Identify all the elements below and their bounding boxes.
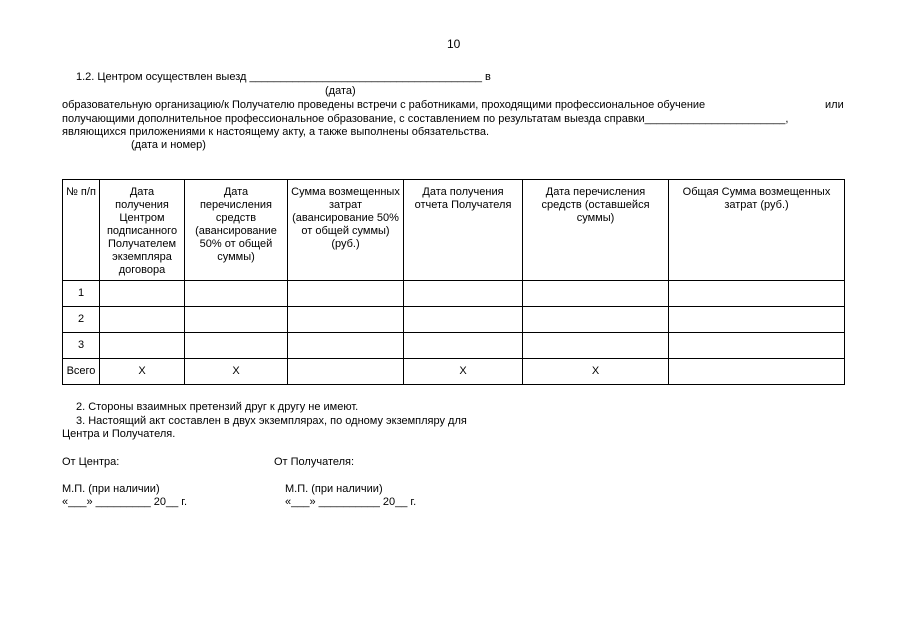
table-cell (100, 307, 185, 333)
table-cell (669, 307, 845, 333)
section-line-3: получающими дополнительное профессиональное образование, с составлением по результатам выезда справки_______________________, (62, 113, 789, 125)
table-row (63, 307, 845, 333)
header-total-sum: Общая Сумма возмещенных затрат (руб.) (669, 180, 845, 281)
table-cell: X (185, 359, 288, 385)
table-cell (669, 281, 845, 307)
table-row (63, 281, 845, 307)
date-number-hint: (дата и номер) (131, 139, 206, 151)
table-cell: 1 (63, 281, 100, 307)
clause-2: 2. Стороны взаимных претензий друг к другу не имеют. (76, 401, 359, 413)
payments-table (62, 179, 845, 385)
clause-3-line-2: Центра и Получателя. (62, 428, 176, 440)
table-cell: 2 (63, 307, 100, 333)
section-line-4: являющихся приложениями к настоящему акту, а также выполнены обязательства. (62, 126, 490, 138)
header-advance-date: Дата перечисления средств (авансирование 50% от общей суммы) (185, 180, 288, 281)
table-cell (404, 281, 523, 307)
section-line-2: образовательную организацию/к Получателю проведены встречи с работниками, проходящими профессиональное обучение (62, 99, 706, 111)
header-contract-date: Дата получения Центром подписанного Получателем экземпляра договора (100, 180, 185, 281)
header-advance-sum: Сумма возмещенных затрат (авансирование 50% от общей суммы) (руб.) (288, 180, 404, 281)
table-cell (404, 333, 523, 359)
table-cell (185, 307, 288, 333)
table-cell (288, 281, 404, 307)
table-cell: X (100, 359, 185, 385)
clause-3-line-1: 3. Настоящий акт составлен в двух экземплярах, по одному экземпляру для (76, 415, 467, 427)
table-row (63, 333, 845, 359)
recipient-seal: М.П. (при наличии) (285, 483, 383, 495)
table-cell (288, 333, 404, 359)
table-cell (669, 333, 845, 359)
center-date: «___» _________ 20__ г. (62, 496, 188, 508)
header-number: № п/п (63, 180, 100, 281)
page-number: 10 (447, 37, 461, 51)
section-line-1: 1.2. Центром осуществлен выезд ______________________________________ в (76, 71, 491, 83)
table-header-row (63, 180, 845, 281)
table-cell (288, 359, 404, 385)
table-cell: Всего (63, 359, 100, 385)
center-signature-label: От Центра: (62, 456, 120, 468)
section-line-2-end: или (825, 99, 844, 111)
table-cell (185, 281, 288, 307)
table-cell (523, 281, 669, 307)
header-remainder-date: Дата перечисления средств (оставшейся суммы) (523, 180, 669, 281)
header-report-date: Дата получения отчета Получателя (404, 180, 523, 281)
table-cell (404, 307, 523, 333)
recipient-signature-label: От Получателя: (274, 456, 355, 468)
table-cell (288, 307, 404, 333)
recipient-date: «___» __________ 20__ г. (285, 496, 417, 508)
table-cell (523, 307, 669, 333)
table-cell: 3 (63, 333, 100, 359)
table-cell (100, 281, 185, 307)
table-cell (523, 333, 669, 359)
table-cell: X (404, 359, 523, 385)
table-cell (100, 333, 185, 359)
table-total-row (63, 359, 845, 385)
center-seal: М.П. (при наличии) (62, 483, 160, 495)
table-cell (669, 359, 845, 385)
date-hint: (дата) (325, 85, 356, 97)
table-cell: X (523, 359, 669, 385)
table-cell (185, 333, 288, 359)
